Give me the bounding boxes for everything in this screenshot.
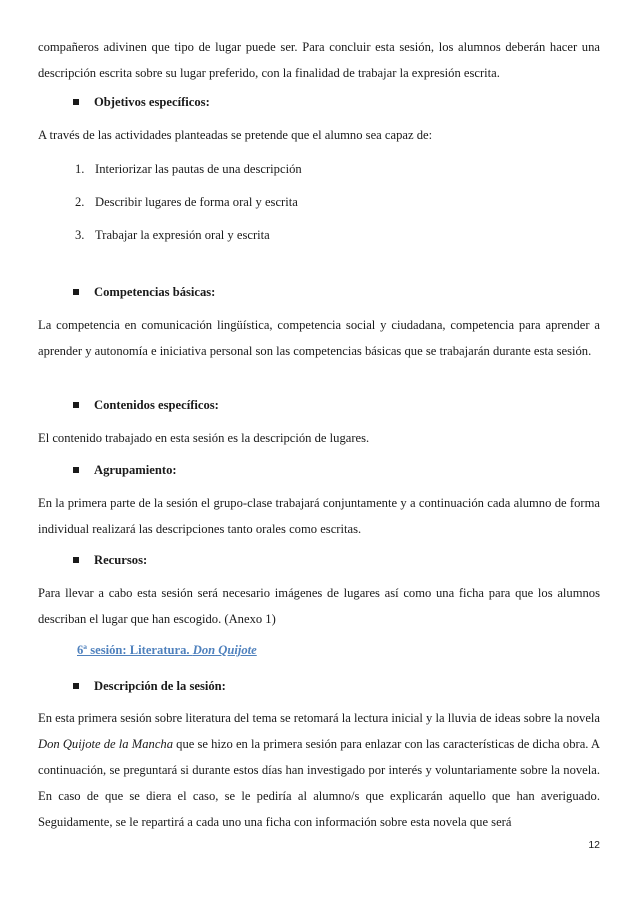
heading-agrupamiento: Agrupamiento: bbox=[73, 463, 177, 478]
list-item: 2. Describir lugares de forma oral y escrita bbox=[75, 195, 298, 209]
list-item: 3. Trabajar la expresión oral y escrita bbox=[75, 228, 270, 242]
heading-competencias: Competencias básicas: bbox=[73, 285, 215, 300]
square-bullet-icon bbox=[73, 683, 79, 689]
agrupamiento-paragraph: En la primera parte de la sesión el grupo-clase trabajará conjuntamente y a continuación cada alumno de forma individual realizará las descripciones tanto orales como escritas. bbox=[38, 496, 600, 536]
square-bullet-icon bbox=[73, 557, 79, 563]
list-item: 1. Interiorizar las pautas de una descripción bbox=[75, 162, 302, 176]
page-number: 12 bbox=[588, 839, 600, 851]
square-bullet-icon bbox=[73, 289, 79, 295]
square-bullet-icon bbox=[73, 467, 79, 473]
heading-objetivos: Objetivos específicos: bbox=[73, 95, 210, 110]
descripcion-paragraph: En esta primera sesión sobre literatura del tema se retomará la lectura inicial y la lluvia de ideas sobre la novela Don Quijote de la Mancha que se hizo en la primera sesión para enlazar con las características de dicha obra. A continuación, se preguntará si durante estos días han investigado por interés y voluntariamente sobre la novela. En caso de que se diera el caso, se le pediría al alumno/s que explicarán aquello que han averiguado. Seguidamente, se le repartirá a cada uno una ficha con información sobre esta novela que será bbox=[38, 711, 600, 829]
contenidos-paragraph: El contenido trabajado en esta sesión es la descripción de lugares. bbox=[38, 431, 370, 445]
objetivos-intro: A través de las actividades planteadas se pretende que el alumno sea capaz de: bbox=[38, 128, 433, 142]
session-title: 6ª sesión: Literatura. Don Quijote bbox=[77, 643, 257, 657]
heading-descripcion: Descripción de la sesión: bbox=[73, 679, 226, 694]
square-bullet-icon bbox=[73, 402, 79, 408]
recursos-paragraph: Para llevar a cabo esta sesión será necesario imágenes de lugares así como una ficha para que los alumnos describan el lugar que han escogido. (Anexo 1) bbox=[38, 586, 600, 626]
square-bullet-icon bbox=[73, 99, 79, 105]
heading-recursos: Recursos: bbox=[73, 553, 147, 568]
competencias-paragraph: La competencia en comunicación lingüística, competencia social y ciudadana, competencia para aprender a aprender y autonomía e iniciativa personal son las competencias básicas que se trabajarán durante esta sesión. bbox=[38, 318, 600, 358]
heading-contenidos: Contenidos específicos: bbox=[73, 398, 219, 413]
continuation-paragraph: compañeros adivinen que tipo de lugar puede ser. Para concluir esta sesión, los alumnos deberán hacer una descripción escrita sobre su lugar preferido, con la finalidad de trabajar la expresión escrita. bbox=[38, 40, 600, 80]
